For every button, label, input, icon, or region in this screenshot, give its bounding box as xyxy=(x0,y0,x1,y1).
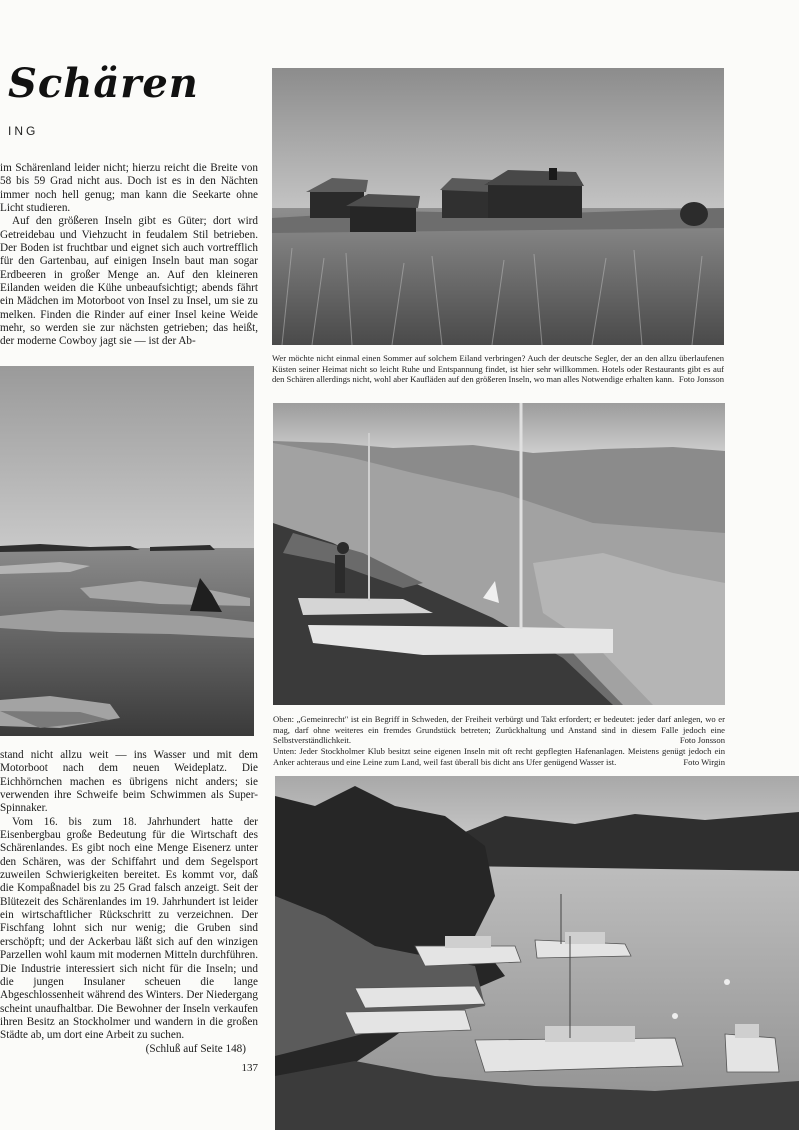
caption-middle xyxy=(273,714,725,768)
paragraph: Auf den größeren Inseln gibt es Güter; dort wird Getreidebau und Viehzucht in feudalem Stil betrieben. Der Boden ist fruchtbar und eignet sich auch vortrefflich für den Gartenbau, auf einigen Inseln baut man sogar Erdbeeren in großer Menge an. Auf den kleineren Eilanden weiden die Kühe unbeaufsichtigt; abends fährt ein Mädchen im Motorboot von Insel zu Insel, um sie zu melken. Finden die Rinder auf einer Insel keine Weide mehr, so werden sie zur nächsten getrieben; das heißt, der moderne Cowboy jagt sie — ist der Ab- xyxy=(0,215,258,348)
caption-text: Oben: „Gemeinrecht" ist ein Begriff in Schweden, der Freiheit verbürgt und Takt erfordert; er bedeutet: jeder darf anlegen, wo er mag, darf ohne weiteres ein fremdes Grundstück betreten; Zurückhaltung und Anstand sind in diesem Falle jedoch eine Selbstverständlichkeit. xyxy=(273,714,725,746)
author-byline: ING xyxy=(8,124,39,138)
caption-text: Wer möchte nicht einmal einen Sommer auf solchem Eiland verbringen? Auch der deutsche Segler, der an den allzu überlaufenen Küsten seiner Heimat nicht so leicht Ruhe und Entspannung findet, ist hier sehr willkommen. Hotels oder Restaurants gibt es auf den Schären allerdings nicht, wohl aber Kaufläden auf den größeren Inseln, wo man alles Notwendige erhalten kann. xyxy=(272,353,724,385)
caption-block-unten xyxy=(273,746,725,767)
page-number: 137 xyxy=(241,1061,258,1074)
text-column-top xyxy=(0,162,258,349)
photo-credit: Foto Jonsson xyxy=(678,374,724,385)
article-title: Schären xyxy=(8,60,199,107)
paragraph: im Schärenland leider nicht; hierzu reicht die Breite von 58 bis 59 Grad nicht aus. Doch ist es in den Nächten immer noch hell genug; man kann die Seekarte ohne Licht studieren. xyxy=(0,162,258,215)
photo-harbor-motorboats xyxy=(275,776,799,1130)
paragraph: stand nicht allzu weit — ins Wasser und mit dem Motorboot nach dem neuen Weideplatz. Die Eichhörnchen machen es übrigens nicht anders; sie verwenden ihre Schweife beim Schwimmen als Super-Spinnaker. xyxy=(0,749,258,815)
photo-archipelago-coast xyxy=(0,366,254,736)
photo-credit: Foto Jonsson xyxy=(679,735,725,746)
continued-note: (Schluß auf Seite 148) xyxy=(145,1042,246,1055)
text-column-bottom xyxy=(0,749,258,1075)
paragraph: Vom 16. bis zum 18. Jahrhundert hatte der Eisenbergbau große Bedeutung für die Wirtschaft des Schärenlandes. Es gibt noch eine Menge Eisenerz unter den Schären, was der Schiffahrt und dem Segelsport zuweilen Schwierigkeiten bereitet. Es kommt vor, daß die Kompaßnadel bis zu 25 Grad falsch anzeigt. Seit der Blütezeit des Schärenlandes im 19. Jahrhundert ist leider ein wirtschaftlicher Rückschritt zu verzeichnen. Der Fischfang lohnt sich nur wenig; die Gruben sind erschöpft; und der Ackerbau läßt sich auf den winzigen Parzellen wohl kaum mit modernen Mitteln durchführen. Die Industrie interessiert sich nicht für die Inseln; und die jungen Insulaner scheuen die lange Abgeschlossenheit während des Winters. Der Niedergang scheint unaufhaltbar. Die Bewohner der Inseln verkaufen ihren Besitz an Stockholmer und wandern in die großen Städte ab, um dort eine Arbeit zu suchen. xyxy=(0,815,258,1042)
caption-text: Unten: Jeder Stockholmer Klub besitzt seine eigenen Inseln mit oft recht gepflegten Hafenanlagen. Meistens genügt jedoch ein Anker achteraus und eine Leine zum Land, weil fast überall bis dicht ans Ufer genügend Wasser ist. xyxy=(273,746,725,767)
photo-sailboat-rocks xyxy=(273,403,725,705)
caption-block-oben xyxy=(273,714,725,746)
caption-top xyxy=(272,353,724,385)
photo-credit: Foto Wirgin xyxy=(683,756,725,767)
photo-island-farmhouses xyxy=(272,68,724,345)
